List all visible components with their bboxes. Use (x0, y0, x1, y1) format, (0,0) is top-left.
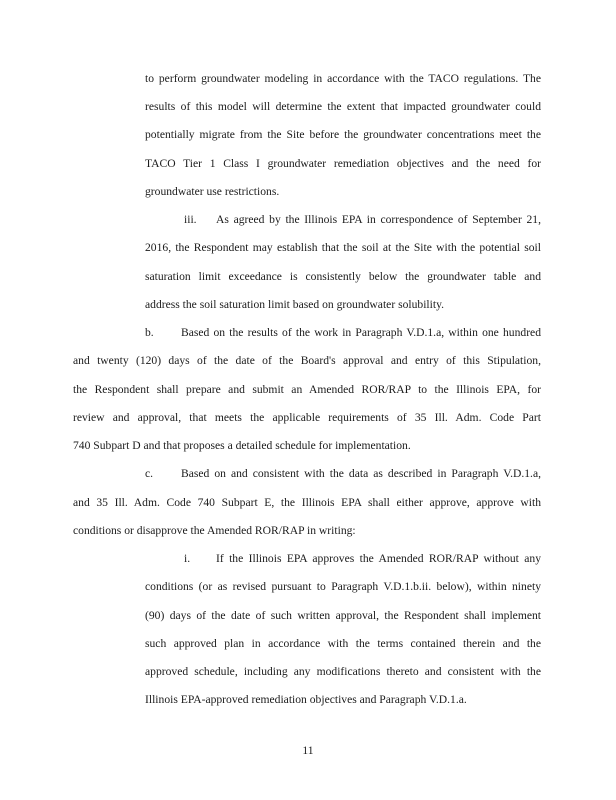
body-line: Illinois EPA-approved remediation objectives and Paragraph V.D.1.a. (145, 693, 467, 706)
body-line: and twenty (120) days of the date of the Board's approval and entry of this Stipulation, (73, 354, 541, 367)
body-line: If the Illinois EPA approves the Amended ROR/RAP without any (216, 552, 541, 565)
body-line: and 35 Ill. Adm. Code 740 Subpart E, the Illinois EPA shall either approve, approve with (73, 496, 541, 509)
body-line: Based on and consistent with the data as described in Paragraph V.D.1.a, (181, 467, 541, 480)
body-line: As agreed by the Illinois EPA in correspondence of September 21, (216, 213, 541, 226)
body-line: (90) days of the date of such written approval, the Respondent shall implement (145, 609, 541, 622)
body-line: to perform groundwater modeling in accordance with the TACO regulations. The (145, 72, 541, 85)
body-line: potentially migrate from the Site before the groundwater concentrations meet the (145, 128, 541, 141)
page-number: 11 (302, 744, 314, 757)
list-marker: b. (145, 326, 154, 339)
body-line: approved schedule, including any modifications thereto and consistent with the (145, 665, 541, 678)
list-marker: c. (145, 467, 154, 480)
body-line: such approved plan in accordance with the terms contained therein and the (145, 637, 541, 650)
body-line: 740 Subpart D and that proposes a detailed schedule for implementation. (73, 439, 411, 452)
body-line: review and approval, that meets the applicable requirements of 35 Ill. Adm. Code Part (73, 411, 541, 424)
body-line: groundwater use restrictions. (145, 185, 280, 198)
body-line: results of this model will determine the extent that impacted groundwater could (145, 100, 541, 113)
body-line: conditions (or as revised pursuant to Paragraph V.D.1.b.ii. below), within ninety (145, 580, 541, 593)
body-line: Based on the results of the work in Paragraph V.D.1.a, within one hundred (181, 326, 541, 339)
list-marker: iii. (184, 213, 197, 226)
body-line: address the soil saturation limit based on groundwater solubility. (145, 298, 445, 311)
list-marker: i. (184, 552, 191, 565)
body-line: TACO Tier 1 Class I groundwater remediation objectives and the need for (145, 157, 541, 170)
body-line: the Respondent shall prepare and submit an Amended ROR/RAP to the Illinois EPA, for (73, 383, 541, 396)
body-line: 2016, the Respondent may establish that the soil at the Site with the potential soil (145, 241, 541, 254)
body-line: saturation limit exceedance is consistently below the groundwater table and (145, 270, 541, 283)
body-line: conditions or disapprove the Amended ROR/RAP in writing: (73, 524, 356, 537)
